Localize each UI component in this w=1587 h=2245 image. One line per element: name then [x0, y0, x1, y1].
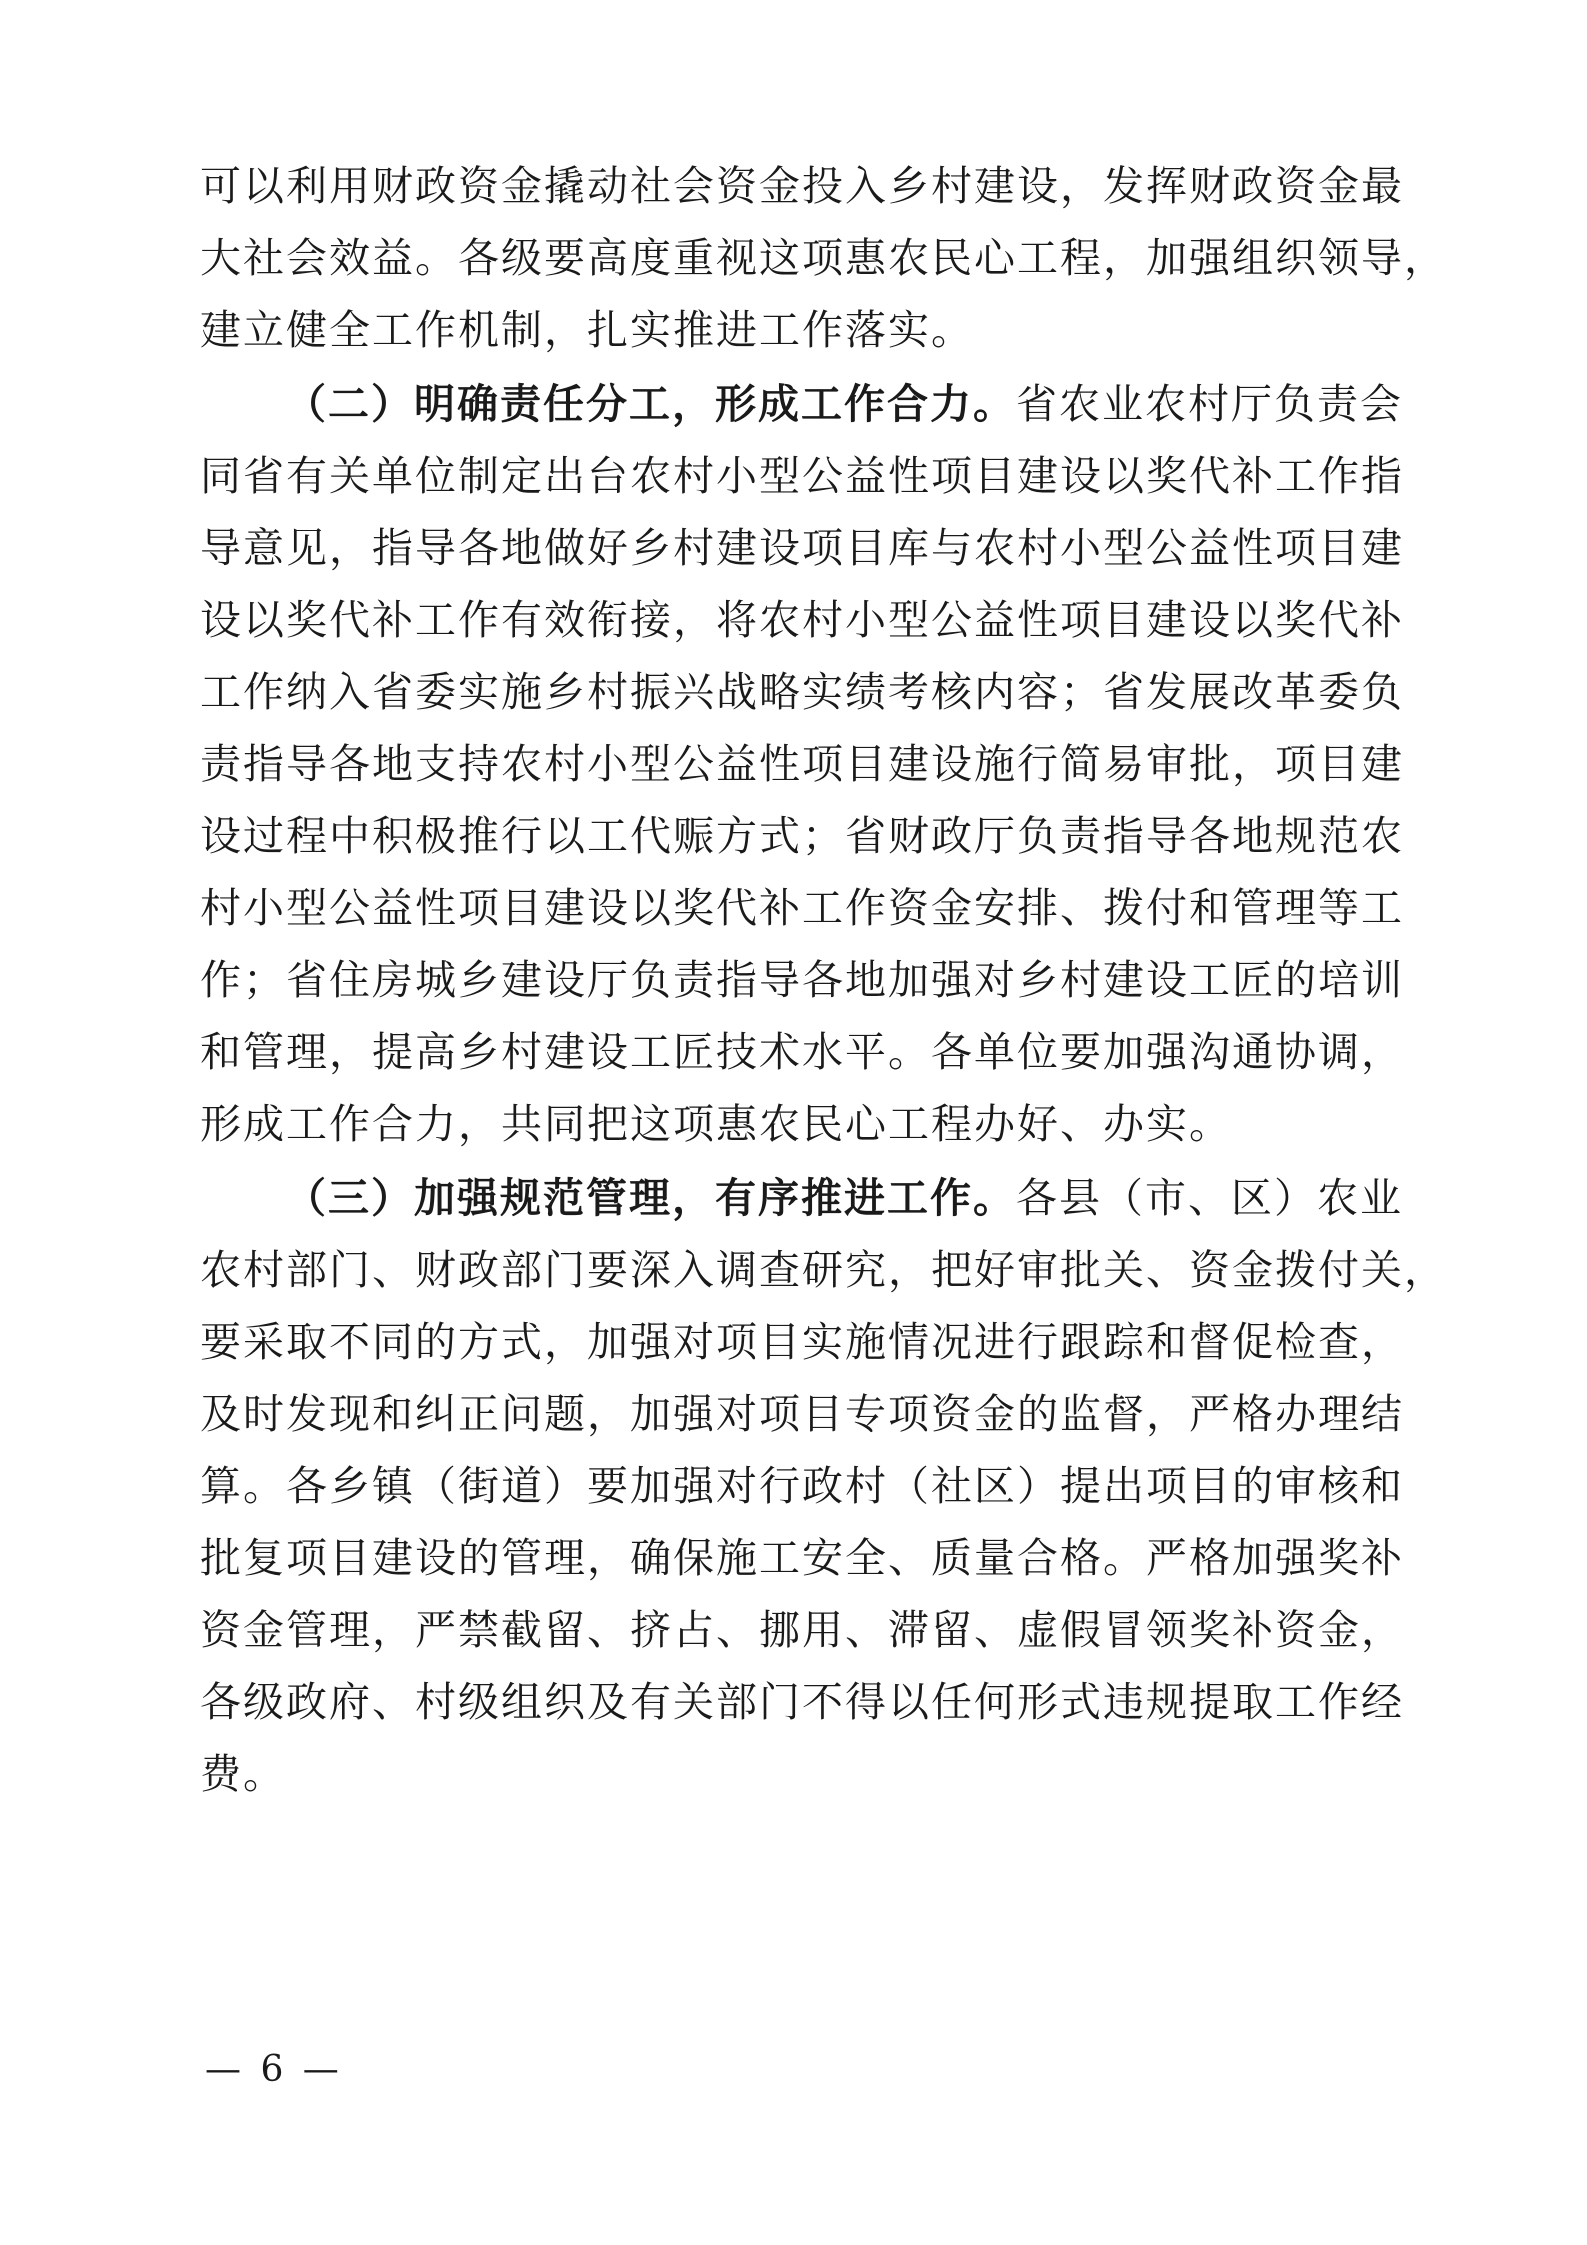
paragraph-2-first-line — [285, 368, 1403, 440]
paragraph-2-line-5: 工作纳入省委实施乡村振兴战略实绩考核内容；省发展改革委负 — [200, 668, 1404, 716]
paragraph-2-line-7: 设过程中积极推行以工代赈方式；省财政厅负责指导各地规范农 — [200, 812, 1404, 860]
paragraph-2-line-8: 村小型公益性项目建设以奖代补工作资金安排、拨付和管理等工 — [200, 884, 1404, 932]
paragraph-3-first-line — [285, 1162, 1403, 1234]
paragraph-2-line-10: 和管理，提高乡村建设工匠技术水平。各单位要加强沟通协调， — [200, 1028, 1404, 1076]
paragraph-3-first-line-text: 各县（市、区）农业 — [1016, 1174, 1403, 1222]
paragraph-2-line-2: 同省有关单位制定出台农村小型公益性项目建设以奖代补工作指 — [200, 452, 1404, 500]
paragraph-2-heading: （二）明确责任分工，形成工作合力。 — [285, 380, 1016, 428]
paragraph-2-line-6: 责指导各地支持农村小型公益性项目建设施行简易审批，项目建 — [200, 740, 1404, 788]
paragraph-3-line-6: 批复项目建设的管理，确保施工安全、质量合格。严格加强奖补 — [200, 1534, 1404, 1582]
paragraph-3-line-7: 资金管理，严禁截留、挤占、挪用、滞留、虚假冒领奖补资金， — [200, 1606, 1404, 1654]
paragraph-3-line-4: 及时发现和纠正问题，加强对项目专项资金的监督，严格办理结 — [200, 1390, 1404, 1438]
paragraph-3-line-3: 要采取不同的方式，加强对项目实施情况进行跟踪和督促检查， — [200, 1318, 1404, 1366]
paragraph-3-line-8: 各级政府、村级组织及有关部门不得以任何形式违规提取工作经 — [200, 1678, 1404, 1726]
paragraph-3-line-9: 费。 — [200, 1750, 286, 1798]
paragraph-1-line-3: 建立健全工作机制，扎实推进工作落实。 — [200, 306, 974, 354]
paragraph-2-line-3: 导意见，指导各地做好乡村建设项目库与农村小型公益性项目建 — [200, 524, 1404, 572]
page-number: — 6 — — [205, 2049, 343, 2090]
paragraph-2-line-4: 设以奖代补工作有效衔接，将农村小型公益性项目建设以奖代补 — [200, 596, 1404, 644]
paragraph-1-line-1: 可以利用财政资金撬动社会资金投入乡村建设，发挥财政资金最 — [200, 162, 1404, 210]
paragraph-3-heading: （三）加强规范管理，有序推进工作。 — [285, 1174, 1016, 1222]
paragraph-3-line-5: 算。各乡镇（街道）要加强对行政村（社区）提出项目的审核和 — [200, 1462, 1404, 1510]
paragraph-1-line-2: 大社会效益。各级要高度重视这项惠农民心工程，加强组织领导， — [200, 234, 1447, 282]
paragraph-2-first-line-text: 省农业农村厅负责会 — [1016, 380, 1403, 428]
paragraph-3-line-2: 农村部门、财政部门要深入调查研究，把好审批关、资金拨付关， — [200, 1246, 1447, 1294]
paragraph-2-line-11: 形成工作合力，共同把这项惠农民心工程办好、办实。 — [200, 1100, 1232, 1148]
paragraph-2-line-9: 作；省住房城乡建设厅负责指导各地加强对乡村建设工匠的培训 — [200, 956, 1404, 1004]
